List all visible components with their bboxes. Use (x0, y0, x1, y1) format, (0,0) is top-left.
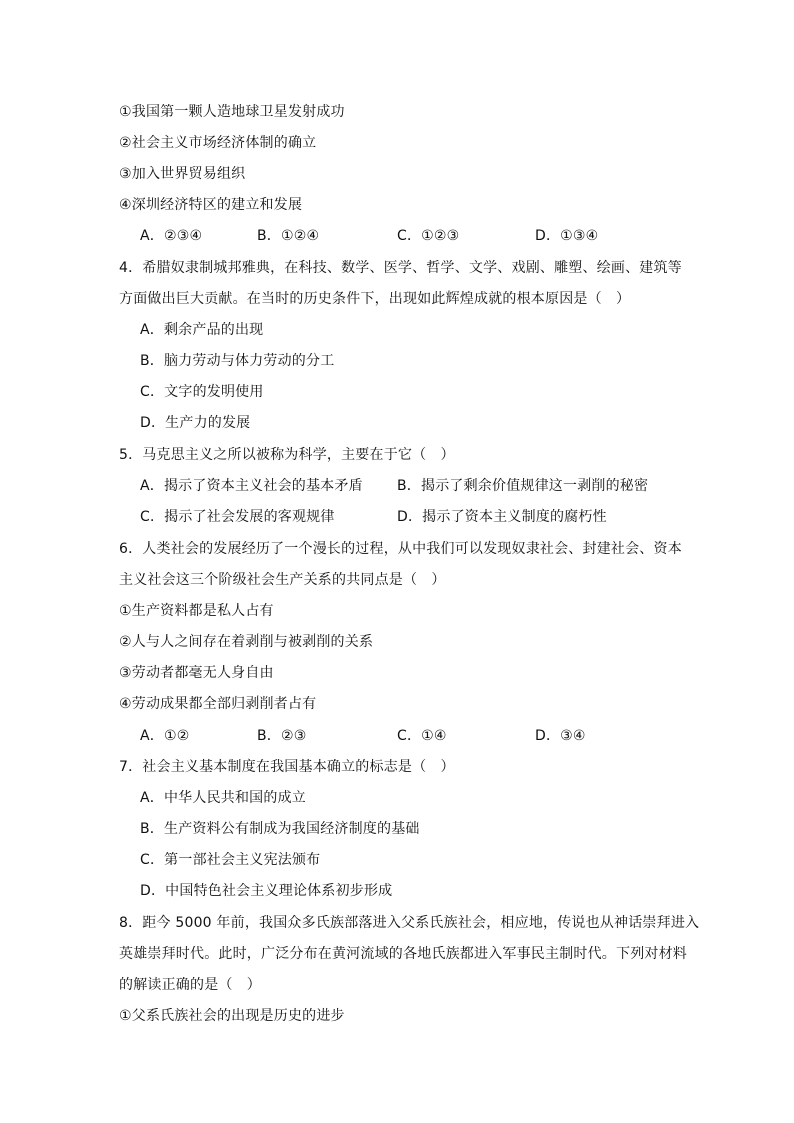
q6-option-a: A．①② (140, 728, 190, 744)
q3-item-1: ①我国第一颗人造地球卫星发射成功 (119, 104, 345, 120)
q8-stem-line-1: 8．距今 5000 年前，我国众多氏族部落进入父系氏族社会，相应地，传说也从神话崇拜进入 (119, 915, 700, 931)
q3-option-c: C．①②③ (397, 228, 460, 244)
q7-option-d: D．中国特色社会主义理论体系初步形成 (140, 883, 393, 899)
q6-item-2: ②人与人之间存在着剥削与被剥削的关系 (119, 634, 374, 650)
q7-option-a: A．中华人民共和国的成立 (140, 790, 306, 806)
q5-option-d: D．揭示了资本主义制度的腐朽性 (397, 509, 607, 525)
q8-stem-line-2: 英雄崇拜时代。此时，广泛分布在黄河流域的各地氏族都进入军事民主制时代。下列对材料 (119, 946, 687, 962)
q6-option-d: D．③④ (535, 728, 586, 744)
q6-options (0, 726, 794, 746)
q6-option-b: B．②③ (257, 728, 307, 744)
q5-option-a: A．揭示了资本主义社会的基本矛盾 (140, 478, 363, 494)
q3-item-4: ④深圳经济特区的建立和发展 (119, 197, 303, 213)
q5-options-row-2 (0, 507, 794, 527)
q4-stem-line-2: 方面做出巨大贡献。在当时的历史条件下，出现如此辉煌成就的根本原因是（ ） (119, 291, 631, 307)
q6-stem-line-2: 主义社会这三个阶级社会生产关系的共同点是（ ） (119, 572, 446, 588)
q4-option-c: C．文字的发明使用 (140, 384, 264, 400)
q6-item-1: ①生产资料都是私人占有 (119, 603, 274, 619)
q8-item-1: ①父系氏族社会的出现是历史的进步 (119, 1008, 345, 1024)
q3-item-3: ③加入世界贸易组织 (119, 166, 246, 182)
q4-option-d: D．生产力的发展 (140, 415, 251, 431)
q6-option-c: C．①④ (397, 728, 447, 744)
q3-option-a: A．②③④ (140, 228, 203, 244)
q6-item-4: ④劳动成果都全部归剥削者占有 (119, 696, 317, 712)
q7-stem: 7．社会主义基本制度在我国基本确立的标志是（ ） (119, 759, 455, 775)
q3-item-2: ②社会主义市场经济体制的确立 (119, 135, 317, 151)
q5-stem: 5．马克思主义之所以被称为科学，主要在于它（ ） (119, 447, 455, 463)
q3-options (0, 226, 794, 246)
q5-option-b: B．揭示了剩余价值规律这一剥削的秘密 (397, 478, 649, 494)
q6-item-3: ③劳动者都毫无人身自由 (119, 665, 274, 681)
q7-option-b: B．生产资料公有制成为我国经济制度的基础 (140, 821, 420, 837)
q4-option-a: A．剩余产品的出现 (140, 322, 264, 338)
q8-stem-line-3: 的解读正确的是（ ） (119, 977, 261, 993)
q4-stem-line-1: 4．希腊奴隶制城邦雅典，在科技、数学、医学、哲学、文学、戏剧、雕塑、绘画、建筑等 (119, 260, 682, 276)
q7-option-c: C．第一部社会主义宪法颁布 (140, 852, 321, 868)
q5-option-c: C．揭示了社会发展的客观规律 (140, 509, 335, 525)
q4-option-b: B．脑力劳动与体力劳动的分工 (140, 353, 335, 369)
q3-option-b: B．①②④ (257, 228, 320, 244)
q3-option-d: D．①③④ (535, 228, 599, 244)
q5-options-row-1 (0, 476, 794, 496)
q6-stem-line-1: 6．人类社会的发展经历了一个漫长的过程，从中我们可以发现奴隶社会、封建社会、资本 (119, 541, 682, 557)
